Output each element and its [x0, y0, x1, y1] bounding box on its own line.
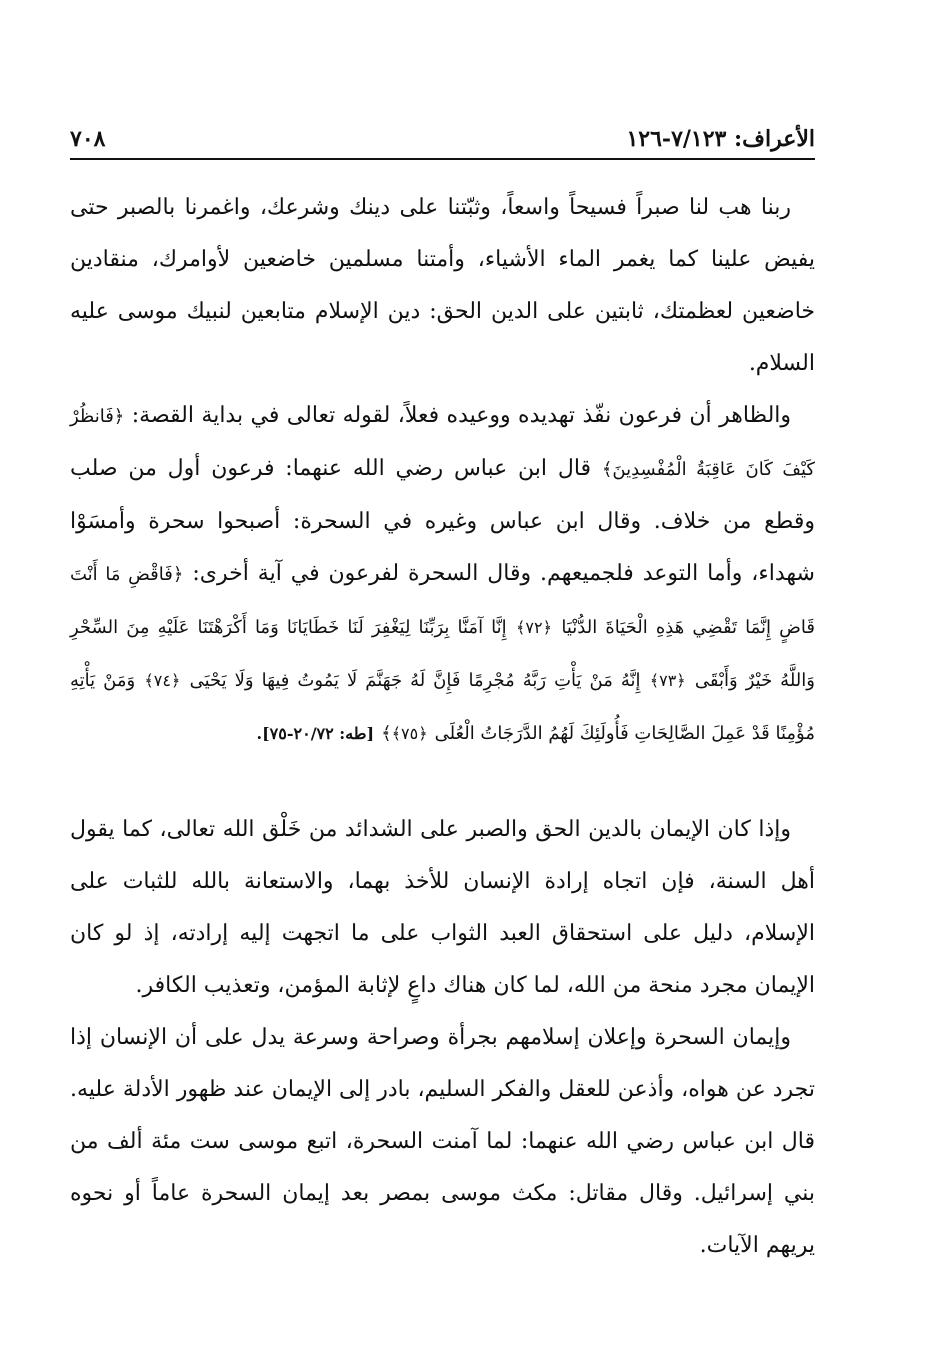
paragraph-2-text-2: قال ابن عباس رضي الله عنهما: فرعون أول من صلب وقطع من خلاف. وقال ابن عباس وغيره في السحرة: أصبحوا سحرة وأمسَوْا شهداء، وأما التوعد فلجميعهم. وقال السحرة لفرعون في آية أخرى: — [70, 456, 815, 586]
quran-quote-2a: ﴿فَاقْضِ مَا أَنْتَ قَاضٍ إِنَّمَا تَقْضِي هَذِهِ الْحَيَاةَ الدُّنْيَا — [70, 564, 815, 638]
quran-citation: [طه: ٢٠/٧٢-٧٥]. — [256, 724, 375, 743]
quran-quote-2c: إِنَّهُ مَنْ يَأْتِ رَبَّهُ مُجْرِمًا فَإِنَّ لَهُ جَهَنَّمَ لَا يَمُوتُ فِيهَا وَلَا يَحْيَى — [189, 670, 641, 691]
paragraph-1 — [70, 182, 815, 390]
ayah-number-73: ﴿٧٣﴾ — [649, 671, 686, 690]
paragraph-2 — [70, 390, 815, 760]
ayah-number-74: ﴿٧٤﴾ — [144, 671, 181, 690]
paragraph-4-text: وإيمان السحرة وإعلان إسلامهم بجرأة وصراحة وسرعة يدل على أن الإنسان إذا تجرد عن هواه، وأذعن للعقل والفكر السليم، بادر إلى الإيمان عند ظهور الأدلة عليه. قال ابن عباس رضي الله عنهما: لما آمنت السحرة، اتبع موسى ست مئة ألف من بني إسرائيل. وقال مقاتل: مكث موسى بمصر بعد إيمان السحرة عاماً أو نحوه يريهم الآيات. — [69, 1025, 815, 1258]
paragraph-3-text: وإذا كان الإيمان بالدين الحق والصبر على الشدائد من خَلْق الله تعالى، كما يقول أهل السنة، فإن اتجاه إرادة الإنسان للأخذ بهما، والاستعانة بالله للثبات على الإسلام، دليل على استحقاق العبد الثواب على ما اتجهت إليه إرادته، إذ لو كان الإيمان مجرد منحة من الله، لما كان هناك داعٍ لإثابة المؤمن، وتعذيب الكافر. — [70, 817, 815, 998]
running-title: الأعراف: ٧/١٢٣-١٢٦ — [626, 126, 815, 152]
quran-quote-1: ﴿فَانظُرْ كَيْفَ كَانَ عَاقِبَةُ الْمُفْسِدِينَ﴾ — [70, 406, 815, 480]
quran-quote-close: ﴾ — [381, 723, 392, 744]
page-header — [70, 112, 815, 160]
page-number: ٧٠٨ — [70, 126, 106, 152]
quran-quote-2b: إِنَّا آمَنَّا بِرَبِّنَا لِيَغْفِرَ لَنَا خَطَايَانَا وَمَا أَكْرَهْتَنَا عَلَيْهِ مِنَ السِّحْرِ وَاللَّهُ خَيْرٌ وَأَبْقَى — [70, 617, 815, 691]
quran-quote-2d: وَمَنْ يَأْتِهِ مُؤْمِنًا قَدْ عَمِلَ الصَّالِحَاتِ فَأُولَئِكَ لَهُمُ الدَّرَجَاتُ الْعُلَى — [70, 670, 815, 744]
ayah-number-72: ﴿٧٢﴾ — [516, 618, 552, 637]
paragraph-4 — [70, 1012, 815, 1272]
ayah-number-75: ﴿٧٥﴾ — [391, 724, 428, 743]
paragraph-1-text: ربنا هب لنا صبراً فسيحاً واسعاً، وثبّتنا على دينك وشرعك، واغمرنا بالصبر حتى يفيض علينا كما يغمر الماء الأشياء، وأمتنا مسلمين خاضعين لأوامرك، منقادين خاضعين لعظمتك، ثابتين على الدين الحق: دين الإسلام متابعين لنبيك موسى عليه السلام. — [70, 195, 815, 376]
paragraph-3 — [70, 804, 815, 1012]
paragraph-2-text-1: والظاهر أن فرعون نفّذ تهديده ووعيده فعلاً، لقوله تعالى في بداية القصة: — [131, 403, 792, 428]
